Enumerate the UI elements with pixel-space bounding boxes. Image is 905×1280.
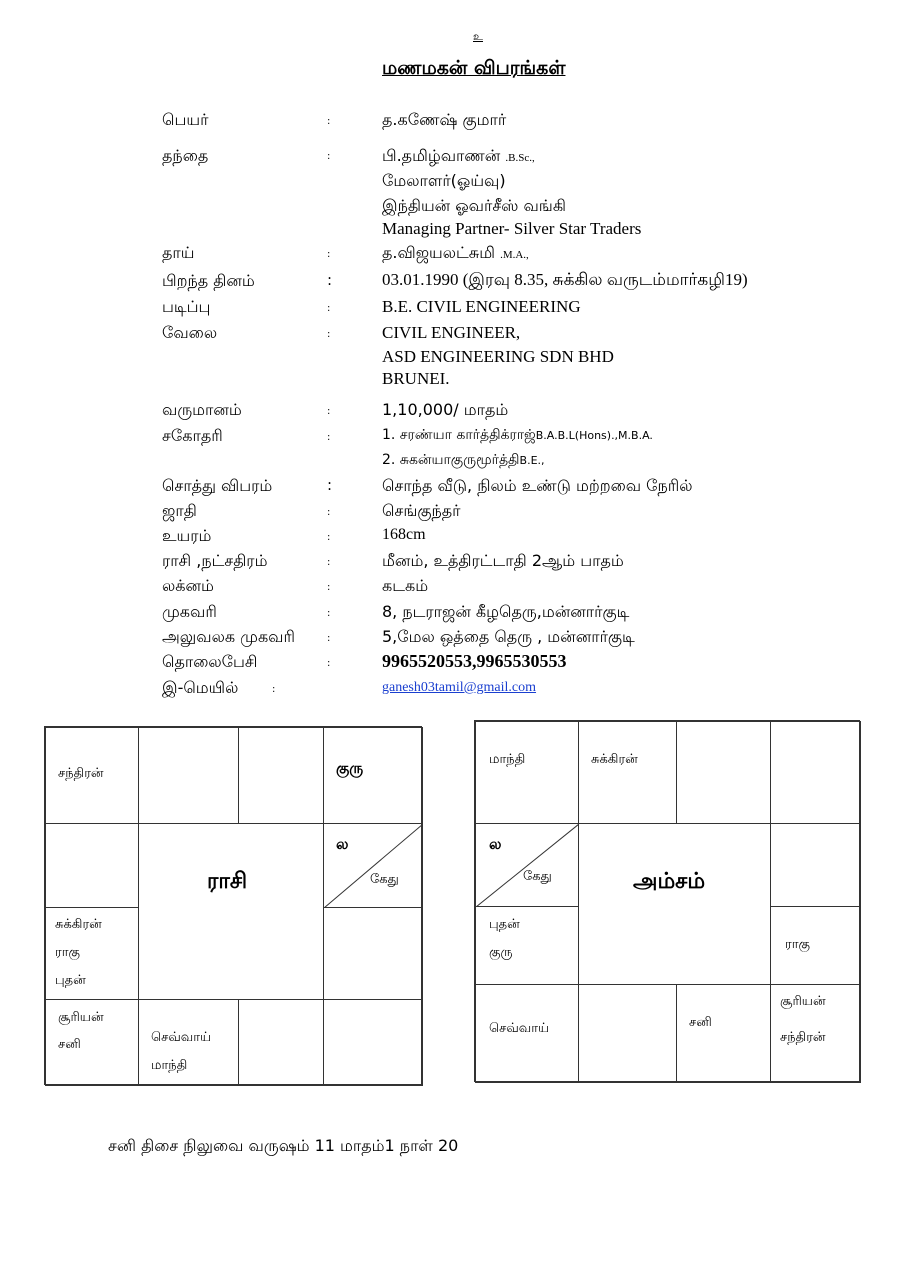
mother-name: த.விஜயலட்சுமி: [382, 243, 495, 262]
caste-value: செங்குந்தர்: [382, 501, 461, 520]
sister-1-name: 1. சரண்யா கார்த்திக்ராஜ்: [382, 427, 536, 443]
income-value: 1,10,000/ மாதம்: [382, 400, 509, 419]
amsam-title: அம்சம்: [633, 869, 706, 894]
colon: :: [327, 116, 331, 127]
rasi-title: ராசி: [207, 869, 248, 894]
rasi-cell-top-2: [138, 727, 239, 824]
amsam-suriyan: சூரியன்: [780, 994, 826, 1009]
education-value: B.E. CIVIL ENGINEERING: [382, 297, 581, 316]
father-designation: மேலாளர்(ஓய்வு): [382, 171, 506, 190]
colon: :: [327, 507, 331, 518]
job-label: வேலை: [162, 323, 218, 342]
amsam-sukran: சுக்கிரன்: [591, 752, 638, 767]
amsam-cell-bottom-2: [578, 984, 677, 1083]
mother-label: தாய்: [162, 243, 195, 262]
father-name-text: பி.தமிழ்வாணன்: [382, 146, 501, 165]
colon: :: [327, 303, 331, 314]
amsam-sevvai: செவ்வாய்: [489, 1021, 550, 1036]
address-label: முகவரி: [162, 602, 217, 621]
rasi-center: [138, 823, 324, 1000]
rasi-cell-bottom-4: [323, 999, 423, 1086]
sister-2-degree: B.E.,: [519, 454, 545, 467]
amsam-cell-top-4: [770, 721, 861, 824]
sister-2-name: 2. சுகன்யாகுருமூர்த்தி: [382, 452, 520, 468]
rasi-cell-bottom-3: [238, 999, 324, 1086]
height-value: 168cm: [382, 526, 426, 543]
rasi-sani: சனி: [58, 1037, 81, 1052]
rasi-cell-top-3: [238, 727, 324, 824]
colon: :: [327, 658, 331, 669]
colon: :: [327, 582, 331, 593]
rasi-cell-left-2: [45, 823, 139, 908]
colon: :: [327, 249, 331, 260]
sister-1: [382, 427, 653, 445]
name-value: த.கணேஷ் குமார்: [382, 110, 507, 129]
colon: :: [327, 432, 331, 443]
sisters-label: சகோதரி: [162, 426, 223, 445]
phone-value: 9965520553,9965530553: [382, 651, 567, 671]
amsam-cell-right-2: [770, 906, 861, 985]
property-label: சொத்து விபரம்: [162, 476, 273, 495]
amsam-chandran: சந்திரன்: [780, 1030, 826, 1045]
amsam-chart: [474, 720, 860, 1082]
sister-2: [382, 452, 545, 470]
colon: :: [272, 684, 276, 695]
rasi-rahu: ராகு: [55, 945, 80, 960]
rasi-guru: குரு: [336, 759, 364, 777]
amsam-sani: சனி: [689, 1015, 712, 1030]
father-degree: .B.Sc.,: [505, 152, 535, 164]
job-line3: BRUNEI.: [382, 369, 450, 388]
amsam-rahu: ராகு: [785, 937, 810, 952]
property-value: சொந்த வீடு, நிலம் உண்டு மற்றவை நேரில்: [382, 476, 693, 495]
amsam-ketu: கேது: [523, 869, 552, 884]
rasi-sukran: சுக்கிரன்: [55, 917, 102, 932]
colon: :: [327, 633, 331, 644]
colon: :: [327, 608, 331, 619]
mother-value: [382, 243, 529, 264]
colon: :: [327, 151, 331, 162]
colon: :: [327, 557, 331, 568]
amsam-manthi: மாந்தி: [489, 752, 526, 767]
job-line2: ASD ENGINEERING SDN BHD: [382, 347, 614, 366]
colon: :: [327, 271, 333, 289]
amsam-center: [578, 823, 771, 985]
office-address-value: 5,மேல ஒத்தை தெரு , மன்னார்குடி: [382, 627, 635, 646]
caste-label: ஜாதி: [162, 501, 197, 520]
mother-degree: .M.A.,: [500, 249, 529, 261]
email-link[interactable]: ganesh03tamil@gmail.com: [382, 680, 537, 695]
lagnam-label: லக்னம்: [162, 576, 214, 595]
father-partner: Managing Partner- Silver Star Traders: [382, 219, 642, 238]
rasi-cell-right-2: [323, 907, 423, 1000]
name-label: பெயர்: [162, 110, 209, 129]
amsam-lagnam: ல: [489, 835, 502, 853]
amsam-budhan: புதன்: [489, 917, 520, 932]
amsam-guru: குரு: [489, 945, 513, 960]
email-label: இ-மெயில்: [162, 678, 239, 697]
rasi-chandran: சந்திரன்: [58, 766, 104, 781]
rasi-star-label: ராசி ,நட்சதிரம்: [162, 551, 268, 570]
rasi-sevvai: செவ்வாய்: [151, 1030, 212, 1045]
height-label: உயரம்: [162, 526, 212, 545]
rasi-ketu: கேது: [370, 872, 399, 887]
page-title: மணமகன் விபரங்கள்: [382, 57, 566, 79]
colon: :: [327, 476, 333, 494]
father-label: தந்தை: [162, 146, 209, 165]
sister-1-degree: B.A.B.L(Hons).,M.B.A.: [535, 429, 653, 442]
income-label: வருமானம்: [162, 400, 242, 419]
father-name: [382, 146, 535, 167]
lagnam-value: கடகம்: [382, 576, 429, 595]
rasi-budhan: புதன்: [55, 973, 86, 988]
office-address-label: அலுவலக முகவரி: [162, 627, 296, 646]
colon: :: [327, 532, 331, 543]
colon: :: [327, 406, 331, 417]
father-bank: இந்தியன் ஓவர்சீஸ் வங்கி: [382, 196, 566, 215]
pillaiyar-suzhi-mark: உ: [473, 30, 483, 43]
colon: :: [327, 329, 331, 340]
rasi-star-value: மீனம், உத்திரட்டாதி 2ஆம் பாதம்: [382, 551, 624, 570]
rasi-chart: [44, 726, 422, 1085]
job-line1: CIVIL ENGINEER,: [382, 323, 521, 342]
education-label: படிப்பு: [162, 297, 211, 316]
address-value: 8, நடராஜன் கீழதெரு,மன்னார்குடி: [382, 602, 630, 621]
rasi-suriyan: சூரியன்: [58, 1010, 104, 1025]
amsam-cell-right-1: [770, 823, 861, 907]
rasi-manthi: மாந்தி: [151, 1058, 188, 1073]
phone-label: தொலைபேசி: [162, 652, 258, 671]
dasa-balance-note: சனி திசை நிலுவை வருஷம் 11 மாதம்1 நாள் 20: [108, 1136, 459, 1155]
dob-label: பிறந்த தினம்: [162, 271, 255, 290]
amsam-cell-top-3: [676, 721, 771, 824]
dob-value: 03.01.1990 (இரவு 8.35, சுக்கில வருடம்மார்கழி19): [382, 270, 748, 289]
rasi-lagnam: ல: [336, 835, 349, 853]
